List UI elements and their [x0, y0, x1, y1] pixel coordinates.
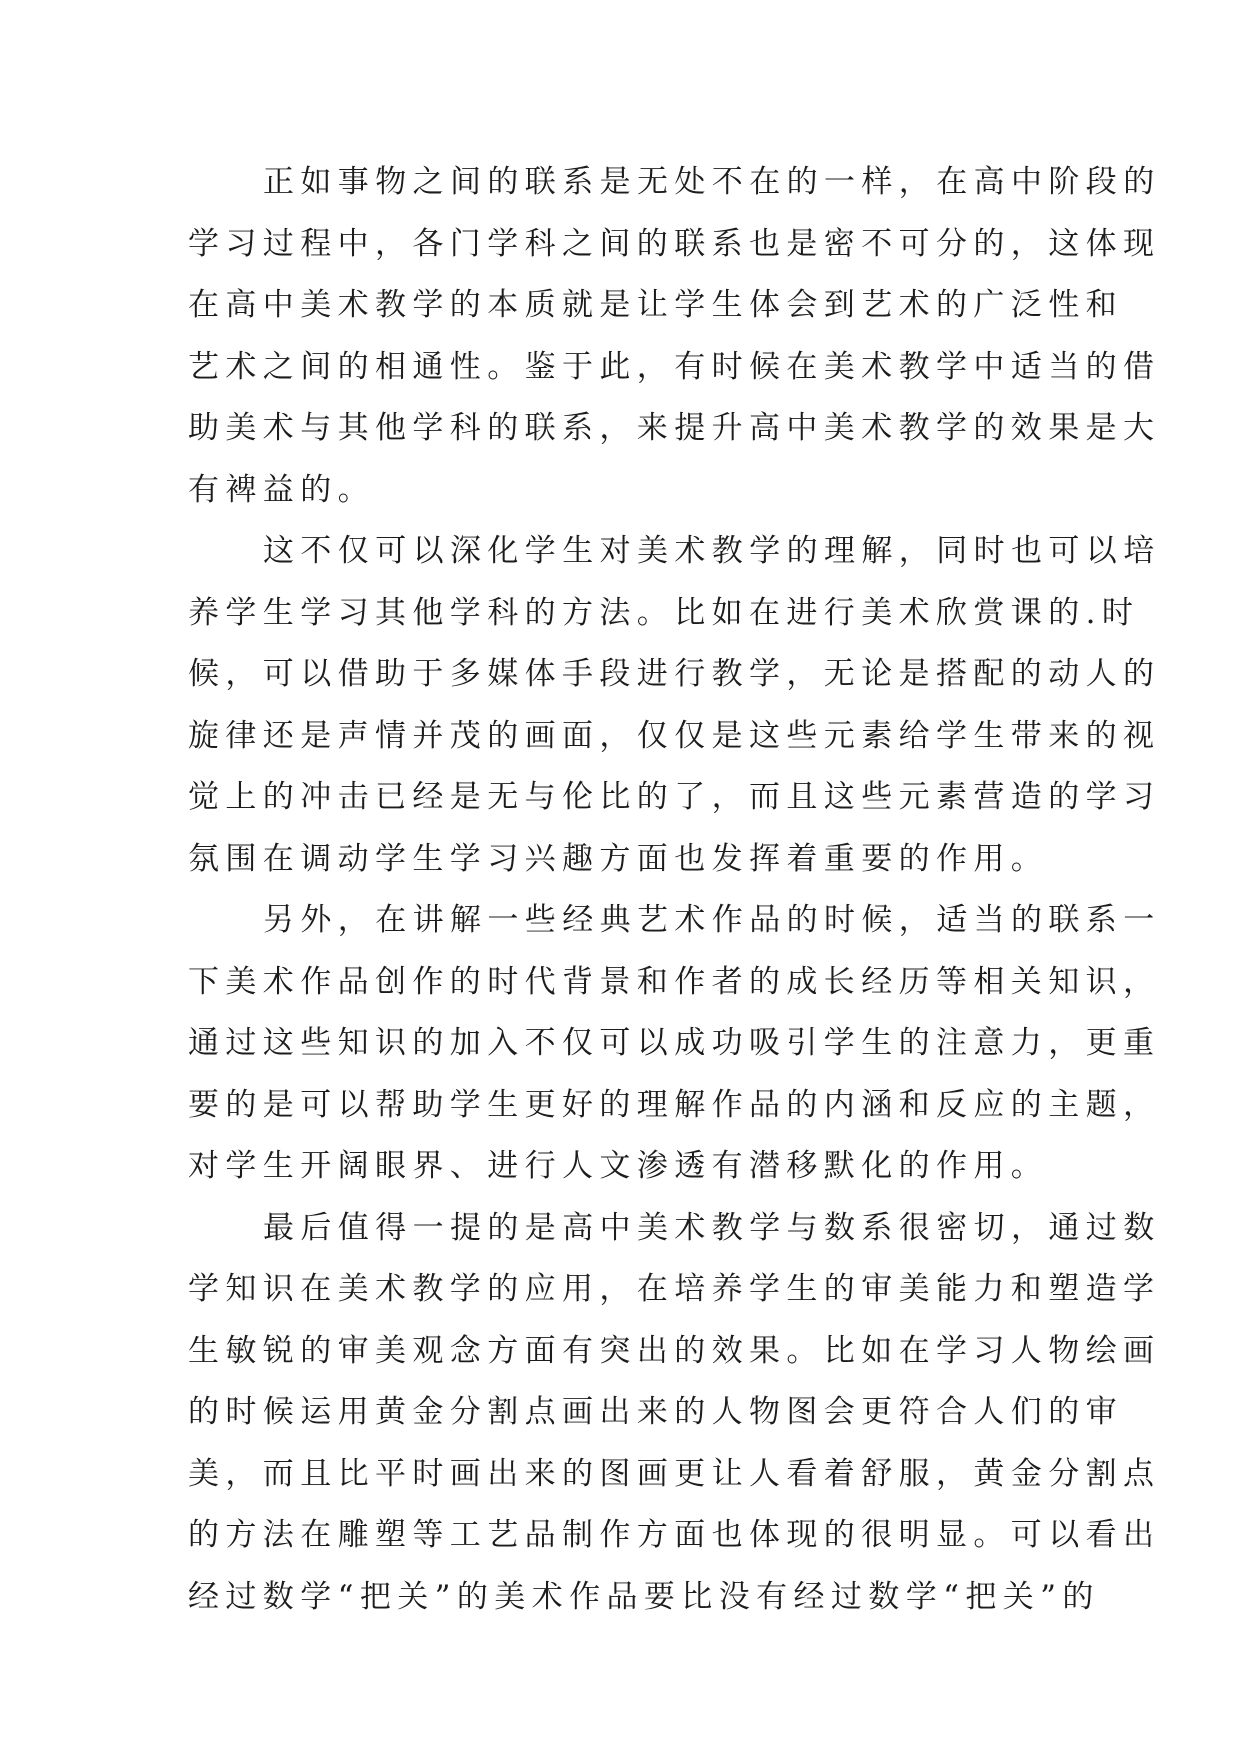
text-line: 在高中美术教学的本质就是让学生体会到艺术的广泛性和 [188, 287, 1123, 323]
text-line: 养学生学习其他学科的方法。比如在进行美术欣赏课的.时 [188, 594, 1140, 631]
text-line: 通过这些知识的加入不仅可以成功吸引学生的注意力，更重 [188, 1025, 1161, 1061]
text-line: 学知识在美术教学的应用，在培养学生的审美能力和塑造学 [188, 1271, 1161, 1307]
text-line: 正如事物之间的联系是无处不在的一样，在高中阶段的 [263, 164, 1161, 200]
text-line: 生敏锐的审美观念方面有突出的效果。比如在学习人物绘画 [188, 1332, 1161, 1369]
body-text [188, 152, 1161, 1628]
text-line: 的方法在雕塑等工艺品制作方面也体现的很明显。可以看出 [188, 1517, 1161, 1553]
text-line: 另外，在讲解一些经典艺术作品的时候，适当的联系一 [263, 902, 1161, 938]
text-line: 氛围在调动学生学习兴趣方面也发挥着重要的作用。 [188, 840, 1049, 877]
text-line: 对学生开阔眼界、进行人文渗透有潜移默化的作用。 [188, 1148, 1049, 1184]
text-line: 的时候运用黄金分割点画出来的人物图会更符合人们的审 [188, 1394, 1123, 1430]
text-line: 有裨益的。 [188, 471, 375, 508]
text-line: 经过数学“把关”的美术作品要比没有经过数学“把关”的 [188, 1578, 1100, 1615]
text-line: 旋律还是声情并茂的画面，仅仅是这些元素给学生带来的视 [188, 717, 1161, 754]
text-line: 候，可以借助于多媒体手段进行教学，无论是搭配的动人的 [188, 656, 1161, 692]
text-line: 学习过程中，各门学科之间的联系也是密不可分的，这体现 [188, 225, 1161, 262]
text-line: 要的是可以帮助学生更好的理解作品的内涵和反应的主题， [188, 1086, 1161, 1123]
text-line: 美，而且比平时画出来的图画更让人看着舒服，黄金分割点 [188, 1455, 1161, 1492]
text-line: 觉上的冲击已经是无与伦比的了，而且这些元素营造的学习 [188, 779, 1161, 815]
text-line: 下美术作品创作的时代背景和作者的成长经历等相关知识， [188, 963, 1161, 1000]
text-line: 助美术与其他学科的联系，来提升高中美术教学的效果是大 [188, 410, 1161, 446]
text-line: 最后值得一提的是高中美术教学与数系很密切，通过数 [263, 1209, 1161, 1246]
text-line: 艺术之间的相通性。鉴于此，有时候在美术教学中适当的借 [188, 348, 1161, 385]
text-line: 这不仅可以深化学生对美术教学的理解，同时也可以培 [263, 533, 1161, 569]
